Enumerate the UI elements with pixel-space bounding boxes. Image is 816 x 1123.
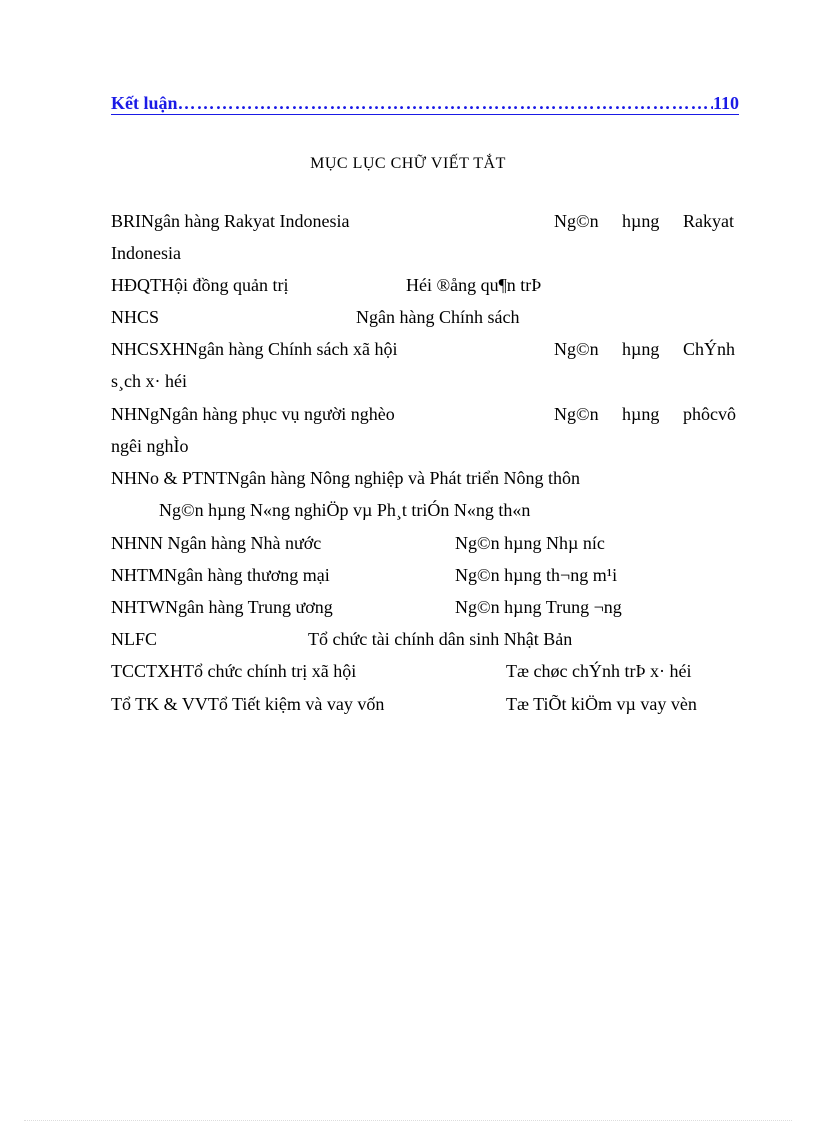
abbr-nhng-cont: ngêi nghÌo <box>111 436 189 456</box>
abbr-nhcsxh-legacy-w3: ChÝnh <box>683 339 736 359</box>
abbr-nhtm: NHTMNgân hàng thương mại <box>111 565 330 585</box>
abbr-nhng: NHNgNgân hàng phục vụ người nghèo <box>111 404 395 424</box>
abbr-bri: BRINgân hàng Rakyat Indonesia <box>111 211 350 231</box>
abbr-nlfc: NLFC <box>111 629 158 649</box>
abbr-tcctxh-legacy: Tæ chøc chÝnh trÞ x· héi <box>506 661 692 681</box>
abbr-nhtw: NHTWNgân hàng Trung ương <box>111 597 333 617</box>
toc-label[interactable]: Kết luận <box>111 93 178 113</box>
page-bottom-divider <box>24 1120 792 1121</box>
toc-entry-ket-luan[interactable] <box>111 92 739 115</box>
abbr-to-tk-vv: Tổ TK & VVTổ Tiết kiệm và vay vốn <box>111 694 385 714</box>
abbr-nhng-legacy-w4: vô <box>718 404 736 424</box>
abbr-nhnn: NHNN Ngân hàng Nhà nước <box>111 533 322 553</box>
abbr-nhcs-def: Ngân hàng Chính sách <box>356 307 520 327</box>
abbr-nhno-legacy: Ng©n hµng N«ng nghiÖp vµ Ph¸t triÓn N«ng th«n <box>159 500 531 520</box>
abbr-bri-legacy-w3: Rakyat <box>683 211 734 231</box>
abbr-bri-legacy-w2: hµng <box>622 211 660 231</box>
abbr-hdqt-legacy: Héi ®ång qu¶n trÞ <box>406 275 542 295</box>
abbr-nhng-legacy-w1: Ng©n <box>554 404 599 424</box>
abbr-nhno: NHNo & PTNTNgân hàng Nông nghiệp và Phát triển Nông thôn <box>111 468 580 488</box>
abbr-nhcsxh-legacy-w1: Ng©n <box>554 339 599 359</box>
abbr-nhnn-legacy: Ng©n hµng Nhµ níc <box>455 533 605 553</box>
abbr-nhcs: NHCS <box>111 307 160 327</box>
toc-page-number[interactable]: 110 <box>712 93 739 113</box>
abbr-nhcsxh-cont: s¸ch x· héi <box>111 371 187 391</box>
abbr-nhtw-legacy: Ng©n hµng Trung ¬ng <box>455 597 622 617</box>
abbr-nhcsxh: NHCSXHNgân hàng Chính sách xã hội <box>111 339 398 359</box>
abbr-bri-cont: Indonesia <box>111 243 181 263</box>
abbr-to-tk-vv-legacy: Tæ TiÕt kiÖm vµ vay vèn <box>506 694 697 714</box>
abbr-nhtm-legacy: Ng©n hµng th¬ng m¹i <box>455 565 618 585</box>
abbr-nhcsxh-legacy-w2: hµng <box>622 339 660 359</box>
toc-leader-dots <box>178 92 713 114</box>
abbr-bri-legacy-w1: Ng©n <box>554 211 599 231</box>
abbr-hdqt: HĐQTHội đồng quản trị <box>111 275 289 295</box>
abbr-nhng-legacy-w2: hµng <box>622 404 660 424</box>
page-title: MỤC LỤC CHỮ VIẾT TẮT <box>310 155 506 172</box>
abbr-tcctxh: TCCTXHTổ chức chính trị xã hội <box>111 661 357 681</box>
abbr-nhng-legacy-w3: phôc <box>683 404 718 424</box>
abbr-nlfc-def: Tổ chức tài chính dân sinh Nhật Bản <box>308 629 573 649</box>
